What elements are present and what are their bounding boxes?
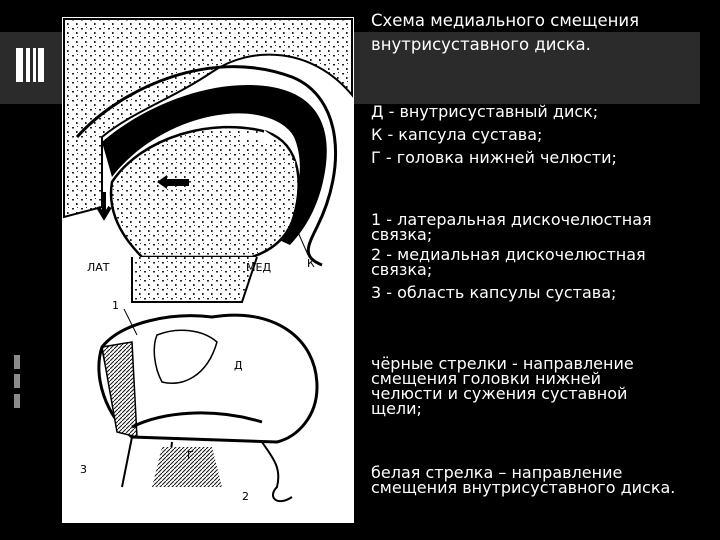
label-1: 1: [112, 299, 119, 312]
legend-line: Г - головка нижней челюсти;: [371, 148, 617, 167]
legend-line: 3 - область капсулы сустава;: [371, 283, 617, 302]
legend-line: смещения внутрисуставного диска.: [371, 478, 676, 497]
legend-abbreviations: [371, 100, 617, 169]
legend-line: связка;: [371, 260, 433, 279]
accent-bar: [14, 374, 20, 388]
label-g: Г: [187, 449, 194, 462]
label-lat: ЛАТ: [87, 261, 110, 274]
legend-line: белая стрелка – направление: [371, 463, 623, 482]
slide-title: [371, 9, 711, 57]
legend-line: Д - внутрисуставный диск;: [371, 102, 599, 121]
legend-line: К - капсула сустава;: [371, 125, 543, 144]
accent-bar: [14, 394, 20, 408]
label-med: МЕД: [246, 261, 272, 274]
title-line: внутрисуставного диска.: [371, 35, 591, 54]
label-2: 2: [242, 490, 249, 503]
legend-line: смещения головки нижней: [371, 369, 601, 388]
label-d-bottom: Д: [234, 359, 243, 372]
accent-bar: [14, 355, 20, 369]
decorative-bars-icon: [16, 48, 44, 82]
tmj-diagram: [62, 17, 354, 523]
legend-line: связка;: [371, 225, 433, 244]
title-line: Схема медиального смещения: [371, 11, 640, 30]
legend-line: чёрные стрелки - направление: [371, 354, 634, 373]
legend-line: 1 - латеральная дискочелюстная: [371, 210, 652, 229]
legend-ligaments: [371, 212, 652, 300]
tmj-illustration: [62, 17, 354, 523]
label-3: 3: [80, 463, 87, 476]
label-k: К: [307, 257, 315, 270]
legend-black-arrows: [371, 356, 634, 416]
label-d-top: Д: [288, 159, 297, 172]
legend-line: челюсти и сужения суставной: [371, 384, 628, 403]
legend-white-arrow: [371, 465, 675, 495]
legend-line: 2 - медиальная дискочелюстная: [371, 245, 646, 264]
legend-line: щели;: [371, 399, 422, 418]
